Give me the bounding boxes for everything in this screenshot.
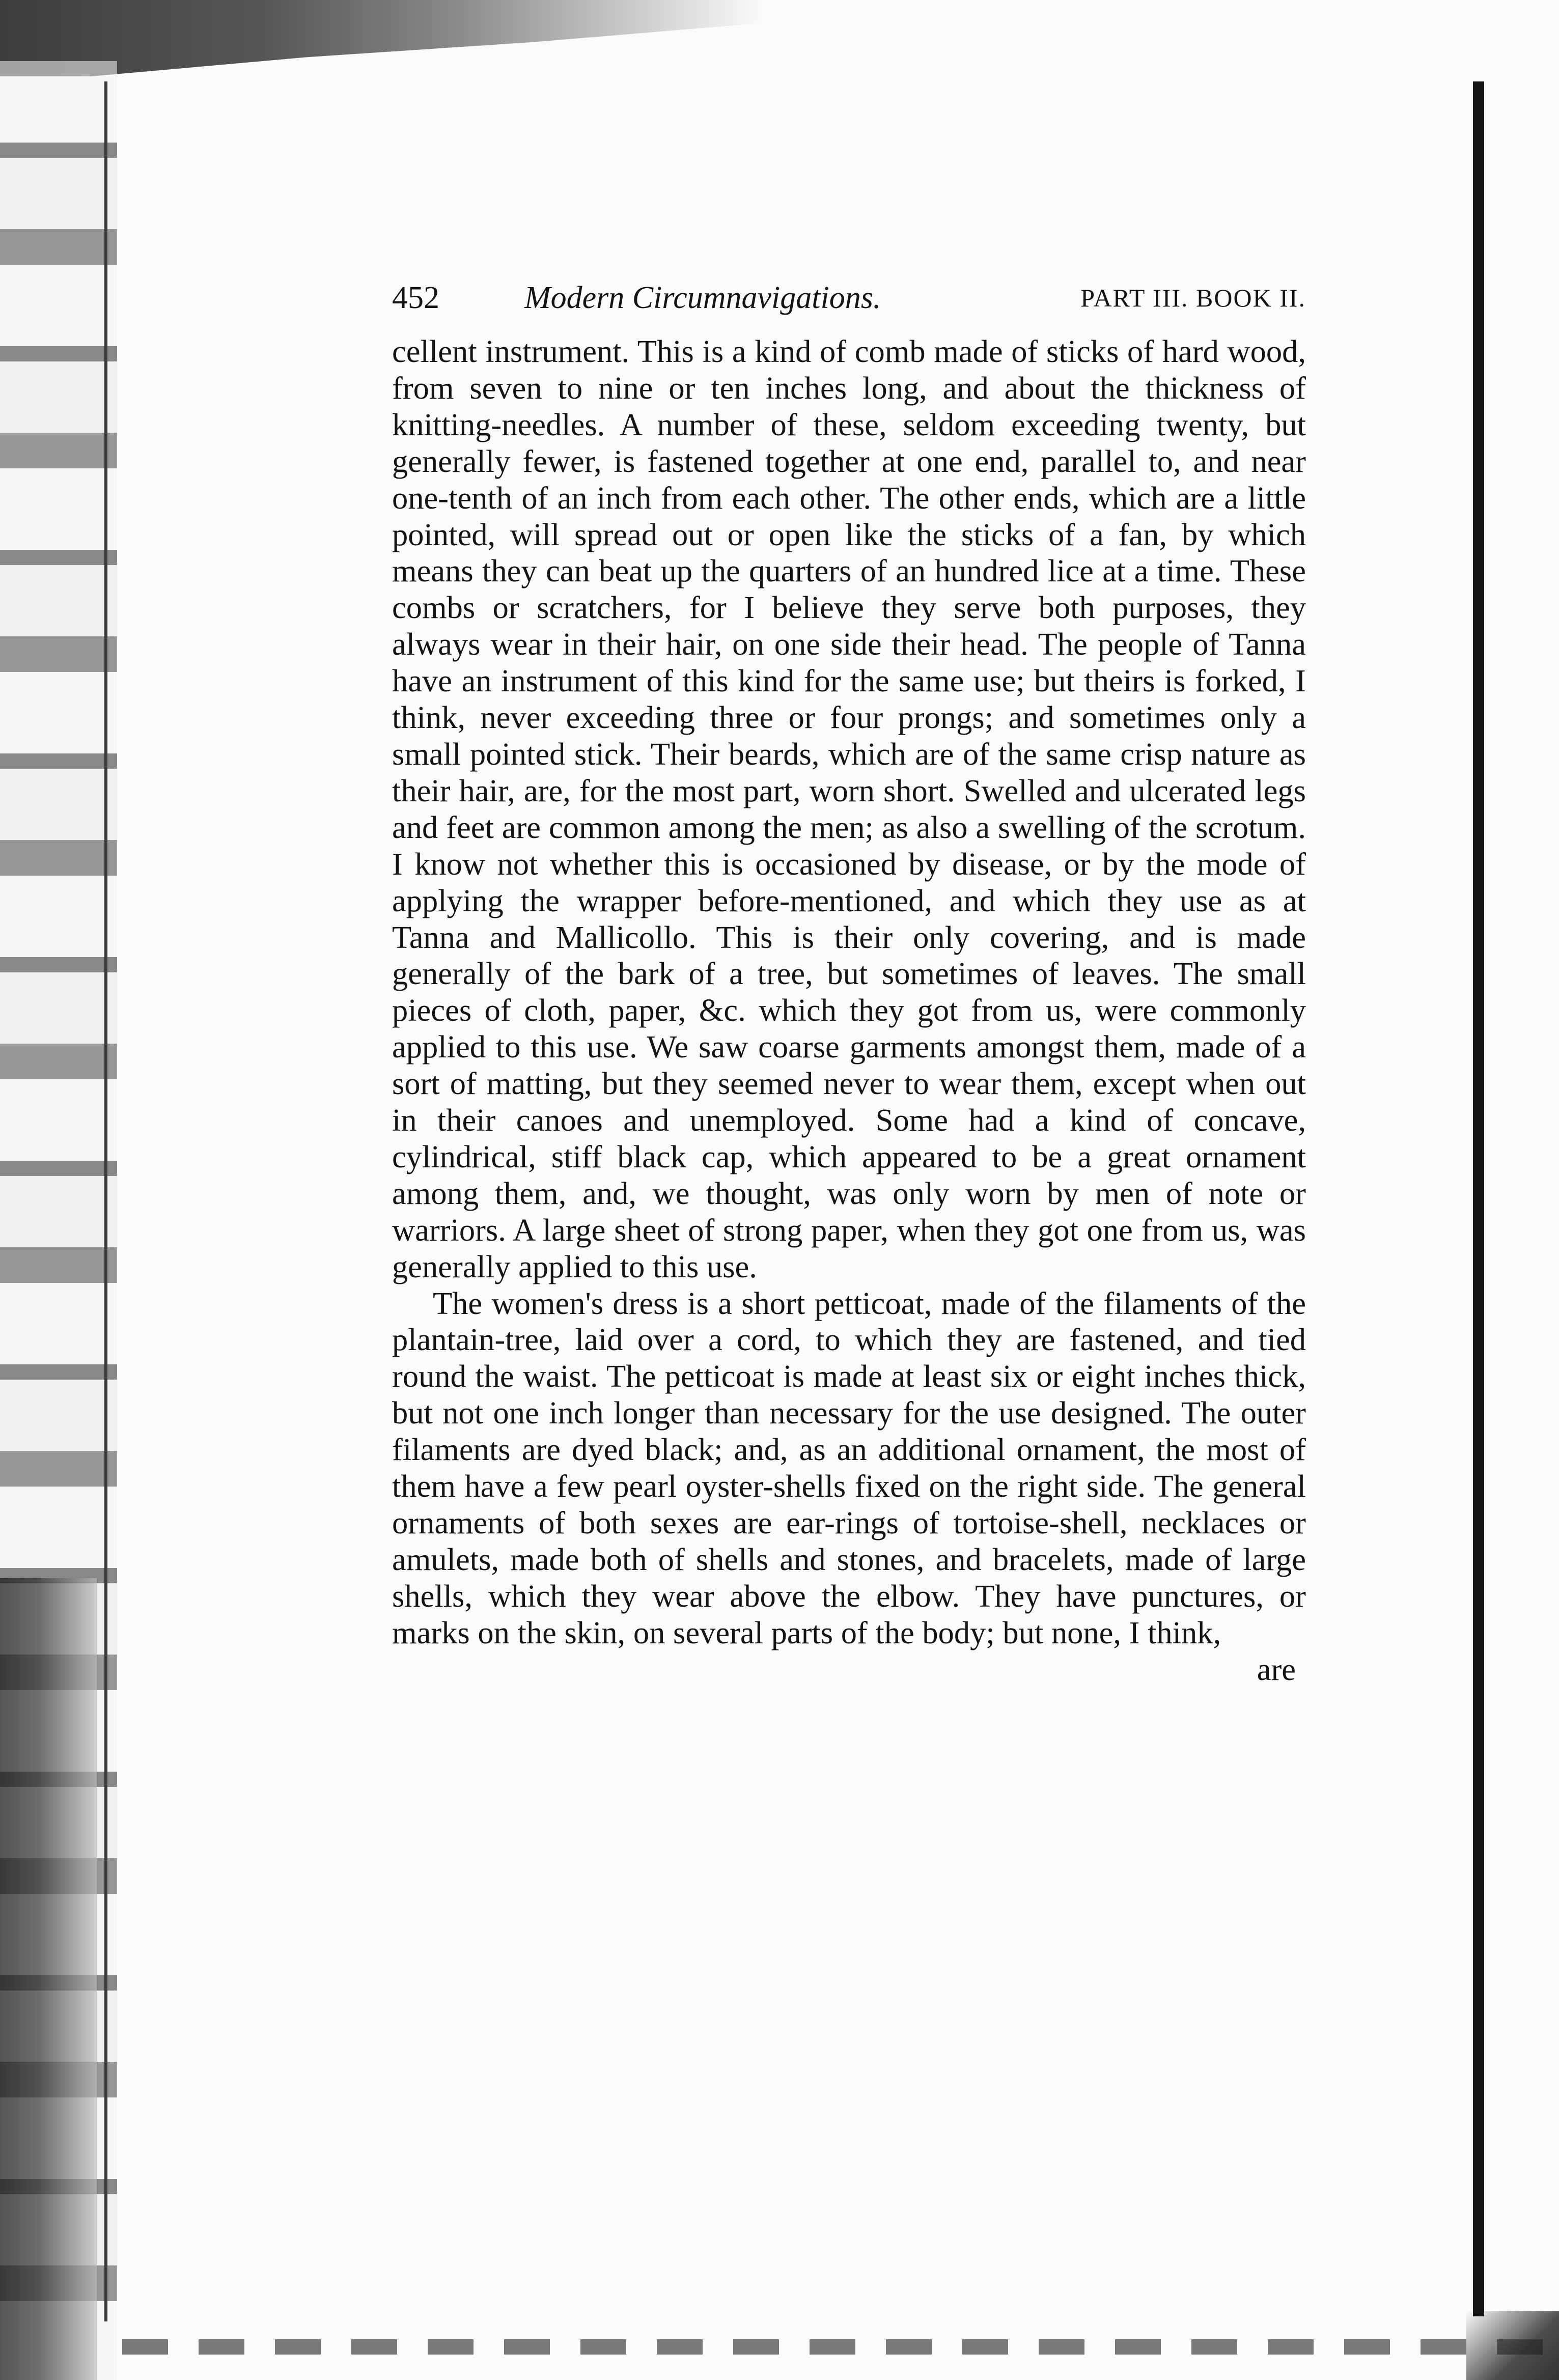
- running-title: Modern Circumnavigations.: [524, 281, 881, 315]
- part-book-label: PART III. BOOK II.: [1080, 284, 1306, 312]
- text-block: [392, 262, 1306, 1688]
- running-head: [392, 262, 1306, 333]
- paragraph: cellent instrument. This is a kind of comb made of sticks of hard wood, from seven to nine or ten inches long, and about the thickness of knitting-needles. A number of these, seldom exceeding twenty, but generally fewer, is fastened together at one end, parallel to, and near one-tenth of an inch from each other. The other ends, which are a little pointed, will spread out or open like the sticks of a fan, by which means they can beat up the quarters of an hundred lice at a time. These combs or scratchers, for I believe they serve both purposes, they always wear in their hair, on one side their head. The people of Tanna have an instrument of this kind for the same use; but theirs is forked, I think, never exceeding three or four prongs; and sometimes only a small pointed stick. Their beards, which are of the same crisp nature as their hair, are, for the most part, worn short. Swelled and ulcerated legs and feet are common among the men; as also a swelling of the scrotum. I know not whether this is occasioned by disease, or by the mode of applying the wrapper before-mentioned, and which they use as at Tanna and Mallicollo. This is their only covering, and is made generally of the bark of a tree, but sometimes of leaves. The small pieces of cloth, paper, &c. which they got from us, were commonly applied to this use. We saw coarse garments amongst them, made of a sort of matting, but they seemed never to wear them, except when out in their canoes and unemployed. Some had a kind of concave, cylindrical, stiff black cap, which appeared to be a great ornament among them, and, we thought, was only worn by men of note or warriors. A large sheet of strong paper, when they got one from us, was generally applied to this use.: [392, 333, 1306, 1284]
- page-right-edge-line: [1473, 81, 1484, 2316]
- page-number: 452: [392, 281, 439, 315]
- body-text: [392, 333, 1306, 1651]
- catchword: are: [1257, 1651, 1296, 1687]
- paragraph: The women's dress is a short petticoat, made of the filaments of the plantain-tree, laid over a cord, to which they are fastened, and tied round the waist. The petticoat is made at least six or eight inches thick, but not one inch longer than necessary for the use designed. The outer filaments are dyed black; and, as an additional ornament, the most of them have a few pearl oyster-shells fixed on the right side. The general ornaments of both sexes are ear-rings of tortoise-shell, necklaces or amulets, made both of shells and stones, and bracelets, made of large shells, which they wear above the elbow. They have punctures, or marks on the skin, on several parts of the body; but none, I think,: [392, 1285, 1306, 1650]
- scan-bottom-corner-shadow: [1466, 2311, 1559, 2380]
- scan-bottom-edge: [122, 2339, 1559, 2355]
- page-left-edge-line: [104, 81, 107, 2321]
- scan-binding-shadow: [0, 1578, 97, 2380]
